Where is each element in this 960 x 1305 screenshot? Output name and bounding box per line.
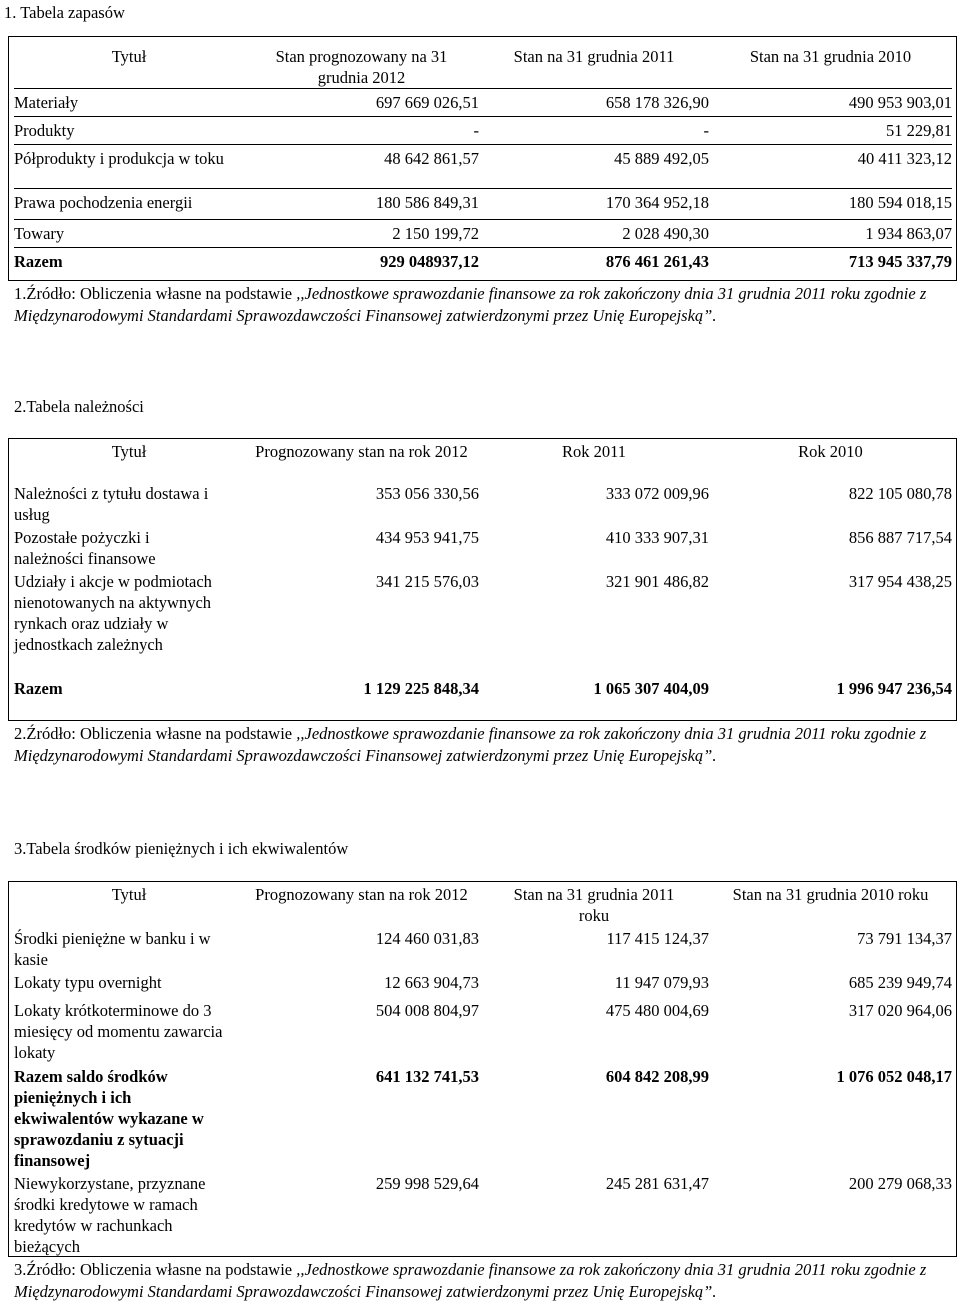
cell-value: 48 642 861,57 <box>244 145 479 189</box>
source-note-3 <box>14 1259 949 1303</box>
table-row <box>14 189 952 220</box>
header-2011: Stan na 31 grudnia 2011 <box>479 46 709 89</box>
header-title: Tytuł <box>14 46 244 89</box>
header-title: Tytuł <box>111 885 147 904</box>
table-stock <box>14 46 952 276</box>
cell-value: 170 364 952,18 <box>479 189 709 220</box>
source-prefix: 2.Źródło: Obliczenia własne na podstawie <box>14 724 297 743</box>
table-row <box>14 117 952 145</box>
cell-value: 180 594 018,15 <box>709 189 952 220</box>
cell-value: 259 998 529,64 <box>375 1174 479 1193</box>
table-cash <box>14 884 952 1257</box>
cell-value: 317 020 964,06 <box>848 1001 952 1020</box>
cell-value: - <box>479 117 709 145</box>
table-row <box>14 928 952 972</box>
table-row <box>14 1173 952 1257</box>
cell-value: 180 586 849,31 <box>244 189 479 220</box>
cell-value: 245 281 631,47 <box>605 1174 709 1193</box>
table-row <box>14 483 952 527</box>
cell-value: 929 048937,12 <box>380 252 479 271</box>
cell-value: 333 072 009,96 <box>605 484 709 503</box>
row-label: Półprodukty i produkcja w toku <box>14 145 244 189</box>
cell-value: 1 996 947 236,54 <box>836 679 952 698</box>
cell-value: 856 887 717,54 <box>848 528 952 547</box>
header-forecast-2012: Prognozowany stan na rok 2012 <box>255 442 468 461</box>
header-2010: Stan na 31 grudnia 2010 roku <box>732 885 929 904</box>
cell-value: 658 178 326,90 <box>479 89 709 117</box>
cell-value: 51 229,81 <box>709 117 952 145</box>
table-header-row <box>14 884 952 928</box>
cell-value: 822 105 080,78 <box>848 484 952 503</box>
table-row <box>14 527 952 571</box>
row-label: Należności z tytułu dostawa i usług <box>14 484 209 524</box>
source-citation: ,,Jednostkowe sprawozdanie finansowe za rok zakończony dnia 31 grudnia 2011 roku zgodnie z Międzynarodowymi Standardami Sprawozdawczości Finansowej zatwierdzonymi przez Unię Europejską”. <box>14 1260 927 1301</box>
header-forecast-2012: Stan prognozowany na 31 grudnia 2012 <box>244 46 479 89</box>
cell-value: 341 215 576,03 <box>375 572 479 591</box>
row-label: Prawa pochodzenia energii <box>14 189 244 220</box>
header-2011: Rok 2011 <box>561 442 627 461</box>
header-title: Tytuł <box>111 442 147 461</box>
table-total-row <box>14 1066 952 1173</box>
cell-value: 1 129 225 848,34 <box>363 679 479 698</box>
cell-value: 685 239 949,74 <box>848 973 952 992</box>
row-label: Materiały <box>14 89 244 117</box>
cell-value: 353 056 330,56 <box>375 484 479 503</box>
row-label: Towary <box>14 220 244 248</box>
cell-value: 40 411 323,12 <box>709 145 952 189</box>
table-row <box>14 1000 952 1066</box>
cell-value: 641 132 741,53 <box>375 1067 479 1086</box>
row-label: Razem saldo środków pieniężnych i ich ekwiwalentów wykazane w sprawozdaniu z sytuacji finansowej <box>14 1067 204 1170</box>
cell-value: - <box>244 117 479 145</box>
cell-value: 321 901 486,82 <box>605 572 709 591</box>
row-label: Środki pieniężne w banku i w kasie <box>14 929 211 969</box>
table-row <box>14 220 952 248</box>
cell-value: 1 065 307 404,09 <box>593 679 709 698</box>
row-label: Lokaty krótkoterminowe do 3 miesięcy od momentu zawarcia lokaty <box>14 1001 223 1062</box>
table-row <box>14 89 952 117</box>
table-row <box>14 972 952 1000</box>
cell-value: 475 480 004,69 <box>605 1001 709 1020</box>
row-label: Udziały i akcje w podmiotach nienotowanych na aktywnych rynkach oraz udziały w jednostkach zależnych <box>14 572 212 654</box>
table-row <box>14 145 952 189</box>
table-header-row <box>14 46 952 89</box>
section-1-title: 1. Tabela zapasów <box>4 3 125 22</box>
table-total-row <box>14 248 952 276</box>
source-prefix: 1.Źródło: Obliczenia własne na podstawie <box>14 284 297 303</box>
section-2-title: 2.Tabela należności <box>14 397 144 416</box>
cell-value: 410 333 907,31 <box>605 528 709 547</box>
cell-value: 317 954 438,25 <box>848 572 952 591</box>
header-2010: Stan na 31 grudnia 2010 <box>709 46 952 89</box>
cell-value: 604 842 208,99 <box>605 1067 709 1086</box>
header-2011: Stan na 31 grudnia 2011 roku <box>513 885 675 925</box>
table-header-row <box>14 441 952 483</box>
cell-value: 434 953 941,75 <box>375 528 479 547</box>
cell-value: 2 150 199,72 <box>244 220 479 248</box>
cell-value: 124 460 031,83 <box>375 929 479 948</box>
table-row <box>14 571 952 678</box>
row-label: Razem <box>14 679 63 698</box>
cell-value: 11 947 079,93 <box>614 973 709 992</box>
header-2010: Rok 2010 <box>798 442 863 461</box>
row-label: Lokaty typu overnight <box>14 973 162 992</box>
table-receivables <box>14 441 952 708</box>
cell-value: 1 076 052 048,17 <box>836 1067 952 1086</box>
cell-value: 504 008 804,97 <box>375 1001 479 1020</box>
source-citation: ,,Jednostkowe sprawozdanie finansowe za rok zakończony dnia 31 grudnia 2011 roku zgodnie z Międzynarodowymi Standardami Sprawozdawczości Finansowej zatwierdzonymi przez Unię Europejską”. <box>14 724 927 765</box>
header-forecast-2012: Prognozowany stan na rok 2012 <box>255 885 468 904</box>
cell-value: 697 669 026,51 <box>244 89 479 117</box>
source-note-1 <box>14 283 949 327</box>
cell-value: 12 663 904,73 <box>384 973 479 992</box>
row-label: Niewykorzystane, przyznane środki kredytowe w ramach kredytów w rachunkach bieżących <box>14 1174 206 1256</box>
cell-value: 1 934 863,07 <box>709 220 952 248</box>
source-prefix: 3.Źródło: Obliczenia własne na podstawie <box>14 1260 297 1279</box>
cell-value: 2 028 490,30 <box>479 220 709 248</box>
cell-value: 200 279 068,33 <box>848 1174 952 1193</box>
cell-value: 490 953 903,01 <box>709 89 952 117</box>
cell-value: 713 945 337,79 <box>848 252 952 271</box>
table-total-row <box>14 678 952 708</box>
source-note-2 <box>14 723 949 767</box>
cell-value: 45 889 492,05 <box>479 145 709 189</box>
cell-value: 876 461 261,43 <box>605 252 709 271</box>
section-3-title: 3.Tabela środków pieniężnych i ich ekwiwalentów <box>14 839 349 858</box>
cell-value: 117 415 124,37 <box>606 929 709 948</box>
row-label: Produkty <box>14 117 244 145</box>
cell-value: 73 791 134,37 <box>857 929 952 948</box>
row-label: Razem <box>14 252 63 271</box>
row-label: Pozostałe pożyczki i należności finansowe <box>14 528 156 568</box>
source-citation: ,,Jednostkowe sprawozdanie finansowe za rok zakończony dnia 31 grudnia 2011 roku zgodnie z Międzynarodowymi Standardami Sprawozdawczości Finansowej zatwierdzonymi przez Unię Europejską”. <box>14 284 927 325</box>
